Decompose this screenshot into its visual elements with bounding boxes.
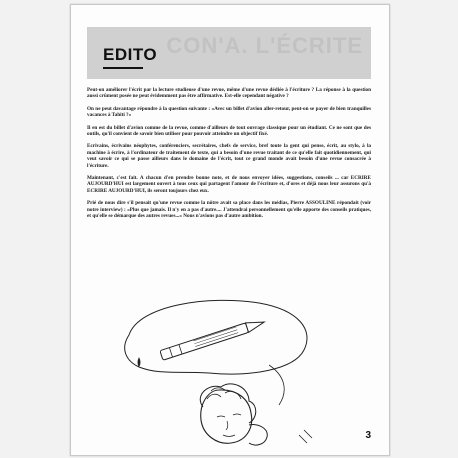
paragraph-1: Peut-on améliorer l'écrit par la lecture studieuse d'une revue, même d'une revue dédiée à l'écriture ? La réponse à la question aussi crûment posée ne peut évidemment pas être affirmative. Est-elle cependant négative ? — [87, 87, 371, 100]
paragraph-4: Ecrivains, écrivains néophytes, conférenciers, secrétaires, chefs de service, bref toute la gent qui pense, écrit, au stylo, à la machine à écrire, à l'ordinateur de traitement de texte, qui a besoin d'une revue traitant de ce qu'elle fait quotidiennement, qui veut savoir ce qui se passe ailleurs dans le domaine de l'écrit, tout ce grand monde avait besoin d'une revue consacrée à l'écriture. — [87, 143, 371, 169]
paragraph-6: Prié de nous dire s'il pensait qu'une revue comme la nôtre avait sa place dans les médias, Pierre ASSOULINE répondait (voir notre interview) : «Plus que jamais. Il n'y en a pas d'autre.... J'attendrai personnellement qu'elle apporte des conseils pratiques, et qu'elle se démarque des autres revues...» Nous n'avions pas d'autre ambition. — [87, 200, 371, 220]
header-ghost-text: CON'A. L'ÉCRITE — [166, 33, 363, 58]
article-body — [87, 87, 371, 226]
paragraph-2: On ne peut davantage répondre à la question suivante : «Avec un billet d'avion aller-retour, peut-on se payer de bien tranquilles vacances à Tahiti ?» — [87, 105, 371, 119]
paragraph-5: Maintenant, c'est fait. A chacun d'en prendre bonne note, et de nous envoyer idées, suggestions, conseils ... car ECRIRE AUJOURD'HUI est largement ouvert à tous ceux qui partagent l'amour de l'écriture et, d'ores et déjà nous leur assurons qu'à ECRIRE AUJOURD'HUI, ils seront toujours chez eux. — [87, 175, 371, 194]
document-page — [70, 4, 390, 456]
woman-writing-with-pen-icon — [99, 295, 329, 450]
header-band — [87, 27, 371, 79]
page-title: EDITO — [103, 45, 158, 64]
title-underline — [103, 67, 143, 69]
page-number: 3 — [365, 430, 371, 441]
paragraph-3: Il en est du billet d'avion comme de la revue, comme d'ailleurs de tout ouvrage classique pour un étudiant. Ce ne sont que des outils, qu'il convient de savoir bien utiliser pour pouvoir atteindre un objectif fixé. — [87, 124, 371, 138]
